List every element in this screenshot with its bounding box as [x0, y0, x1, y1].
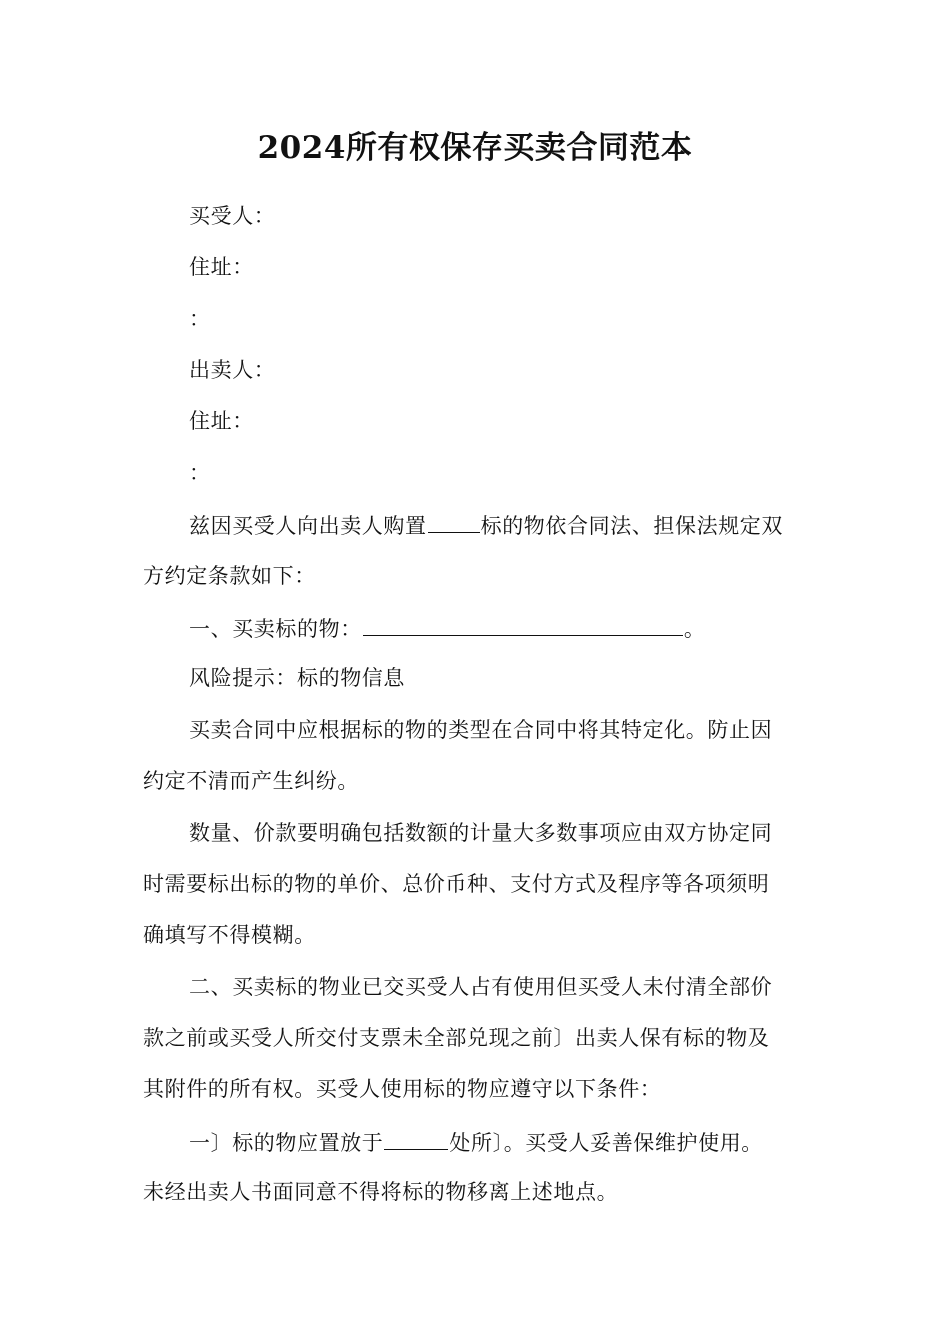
- document-title: 2024所有权保存买卖合同范本: [257, 130, 693, 166]
- risk-p2-line-2: 时需要标出标的物的单价、总价币种、支付方式及程序等各项须明: [143, 872, 770, 896]
- sub-clause-1-before: 一〕标的物应置放于: [189, 1131, 384, 1155]
- risk-p2-line-3: 确填写不得模糊。: [143, 923, 316, 947]
- risk-p1-line-1: 买卖合同中应根据标的物的类型在合同中将其特定化。防止因: [189, 718, 773, 742]
- risk-p2-line-1: 数量、价款要明确包括数额的计量大多数事项应由双方协定同: [189, 821, 773, 845]
- location-blank[interactable]: [384, 1127, 448, 1150]
- buyer-colon: ：: [189, 307, 211, 331]
- seller-label: 出卖人：: [189, 358, 276, 382]
- clause-1: [189, 613, 705, 643]
- clause-2-line-1: 二、买卖标的物业已交买受人占有使用但买受人未付清全部价: [189, 975, 773, 999]
- seller-address-label: 住址：: [189, 409, 254, 433]
- sub-clause-1-line-1: [189, 1127, 763, 1157]
- intro-line-1: [189, 510, 783, 540]
- intro-text-before: 兹因买受人向出卖人购置: [189, 514, 427, 538]
- clause-2-line-2: 款之前或买受人所交付支票未全部兑现之前〕出卖人保有标的物及: [143, 1026, 770, 1050]
- subject-matter-blank[interactable]: [363, 613, 683, 636]
- risk-title: 风险提示：标的物信息: [189, 666, 405, 690]
- buyer-address-label: 住址：: [189, 255, 254, 279]
- buyer-label: 买受人：: [189, 204, 276, 228]
- clause-1-end: 。: [683, 617, 706, 641]
- clause-2-line-3: 其附件的所有权。买受人使用标的物应遵守以下条件：: [143, 1077, 662, 1101]
- risk-p1-line-2: 约定不清而产生纠纷。: [143, 769, 359, 793]
- intro-line-2: 方约定条款如下：: [143, 564, 316, 588]
- intro-text-after: 标的物依合同法、担保法规定双: [480, 514, 784, 538]
- item-blank[interactable]: [428, 510, 480, 533]
- seller-colon: ：: [189, 461, 211, 485]
- sub-clause-1-line-2: 未经出卖人书面同意不得将标的物移离上述地点。: [143, 1180, 619, 1204]
- sub-clause-1-after: 处所〕。买受人妥善保维护使用。: [449, 1131, 763, 1155]
- clause-1-label: 一、买卖标的物：: [189, 617, 362, 641]
